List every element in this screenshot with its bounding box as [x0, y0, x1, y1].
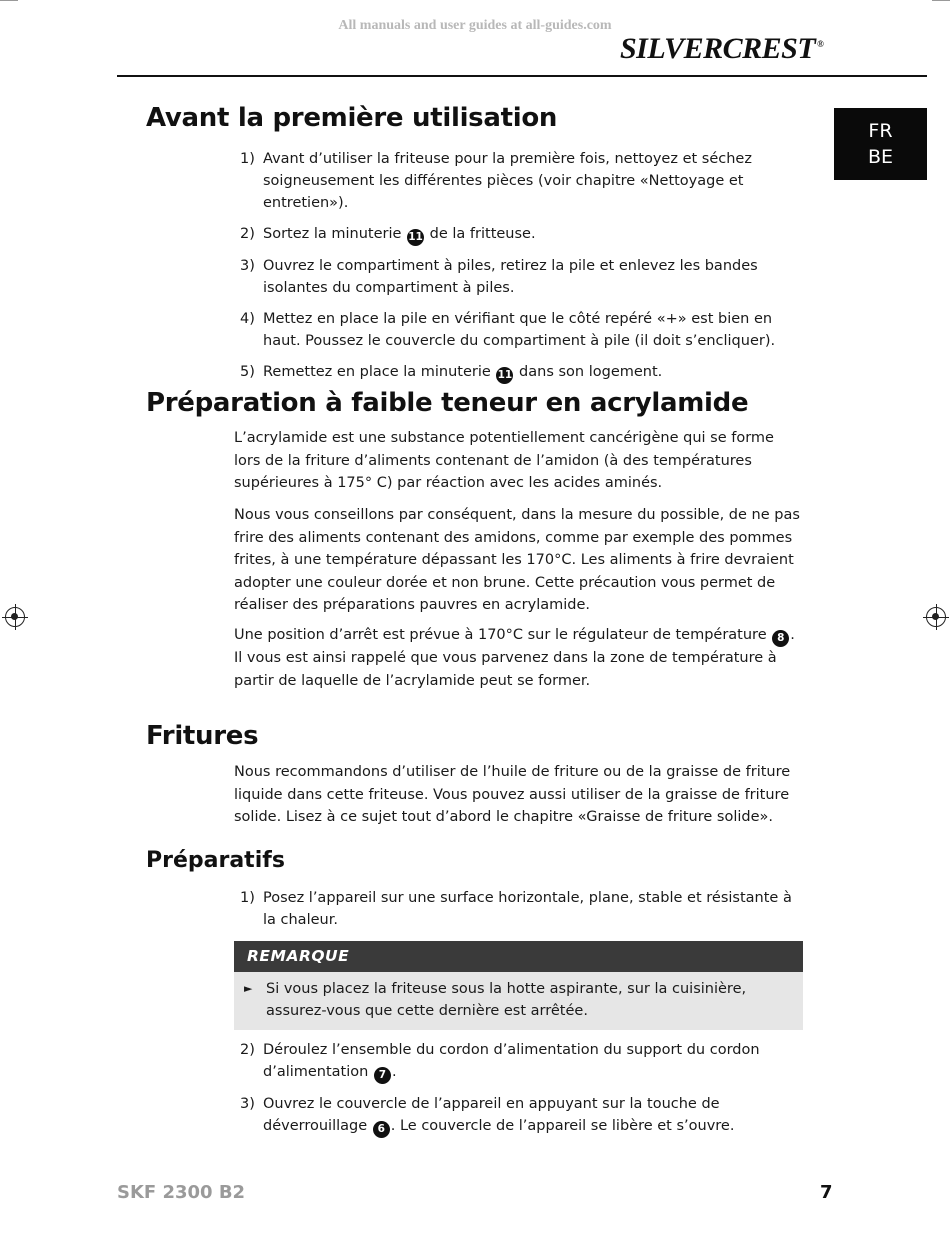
section-title-preparatifs: Préparatifs: [146, 848, 285, 873]
corner-mark-left: [0, 0, 18, 1]
list-item: 5) Remettez en place la minuterie 11 dans son logement.: [240, 361, 800, 384]
list-item: 4) Mettez en place la pile en vérifiant que le côté repéré «+» est bien en haut. Poussez le couvercle du compartiment à pile (il doit s’encliquer).: [240, 311, 776, 349]
brand-logo: SILVERCREST ®: [620, 32, 824, 65]
header-rule: [117, 75, 927, 77]
acrylamide-paragraph-2: Nous vous conseillons par conséquent, dans la mesure du possible, de ne pas frire des aliments contenant des amidons, comme par exemple des pommes frites, à une température dépassant les 170°C. Les aliments à frire devraient adopter une couleur dorée et non brune. Cette précaution vous permet de réaliser des préparations pauvres en acrylamide.: [234, 507, 800, 613]
acrylamide-paragraph-1: L’acrylamide est une substance potentiellement cancérigène qui se forme lors de la friture d’aliments contenant de l’amidon (à des températures supérieures à 175° C) par réaction avec les acides aminés.: [234, 430, 774, 491]
lang-code-fr: FR: [868, 120, 893, 142]
part-number-badge: 6: [373, 1121, 390, 1138]
preparatifs-steps-a: [240, 887, 800, 940]
first-use-steps: [240, 148, 800, 393]
list-item: 1) Posez l’appareil sur une surface horizontale, plane, stable et résistante à la chaleur.: [240, 890, 792, 928]
list-item: 1) Avant d’utiliser la friteuse pour la première fois, nettoyez et séchez soigneusement les différentes pièces (voir chapitre «Nettoyage et entretien»).: [240, 151, 752, 211]
list-item: 3) Ouvrez le compartiment à piles, retirez la pile et enlevez les bandes isolantes du compartiment à piles.: [240, 258, 758, 296]
acrylamide-paragraph-3: Une position d’arrêt est prévue à 170°C sur le régulateur de température 8 . Il vous est ainsi rappelé que vous parvenez dans la zone de température à partir de laquelle de l’acrylamide peut se former.: [234, 627, 795, 689]
part-number-badge: 8: [772, 630, 789, 647]
part-number-badge: 11: [407, 229, 424, 246]
fritures-paragraph: Nous recommandons d’utiliser de l’huile de friture ou de la graisse de friture liquide dans cette friteuse. Vous pouvez aussi utiliser de la graisse de friture solide. Lisez à ce sujet tout d’abord le chapitre «Graisse de friture solide».: [234, 764, 791, 825]
footer-model-number: SKF 2300 B2: [117, 1182, 246, 1203]
page-number: 7: [820, 1182, 833, 1203]
list-item: 3) Ouvrez le couvercle de l’appareil en appuyant sur la touche de déverrouillage 6 . Le couvercle de l’appareil se libère et s’ouvre.: [240, 1093, 800, 1138]
watermark: All manuals and user guides at all-guides.com: [338, 18, 612, 33]
note-body: [234, 972, 803, 1022]
preparatifs-steps-b: [240, 1039, 800, 1147]
registration-mark-right-icon: [926, 607, 946, 627]
section-title-acrylamide: Préparation à faible teneur en acrylamide: [146, 388, 749, 418]
list-item: 2) Déroulez l’ensemble du cordon d’alimentation du support du cordon d’alimentation 7 .: [240, 1039, 800, 1084]
section-title-fritures: Fritures: [146, 721, 259, 751]
list-item: 2) Sortez la minuterie 11 de la fritteuse.: [240, 223, 800, 246]
lang-code-be: BE: [867, 146, 894, 168]
language-tab: [834, 108, 927, 180]
arrow-icon: ►: [244, 982, 253, 995]
note-text: Si vous placez la friteuse sous la hotte aspirante, sur la cuisinière, assurez-vous que cette dernière est arrêtée.: [266, 981, 747, 1019]
note-title: REMARQUE: [234, 941, 803, 972]
note-box: [234, 941, 803, 1030]
part-number-badge: 7: [374, 1067, 391, 1084]
part-number-badge: 11: [496, 367, 513, 384]
section-title-first-use: Avant la première utilisation: [146, 103, 558, 133]
corner-mark-right: [932, 0, 950, 1]
registration-mark-left-icon: [5, 607, 25, 627]
